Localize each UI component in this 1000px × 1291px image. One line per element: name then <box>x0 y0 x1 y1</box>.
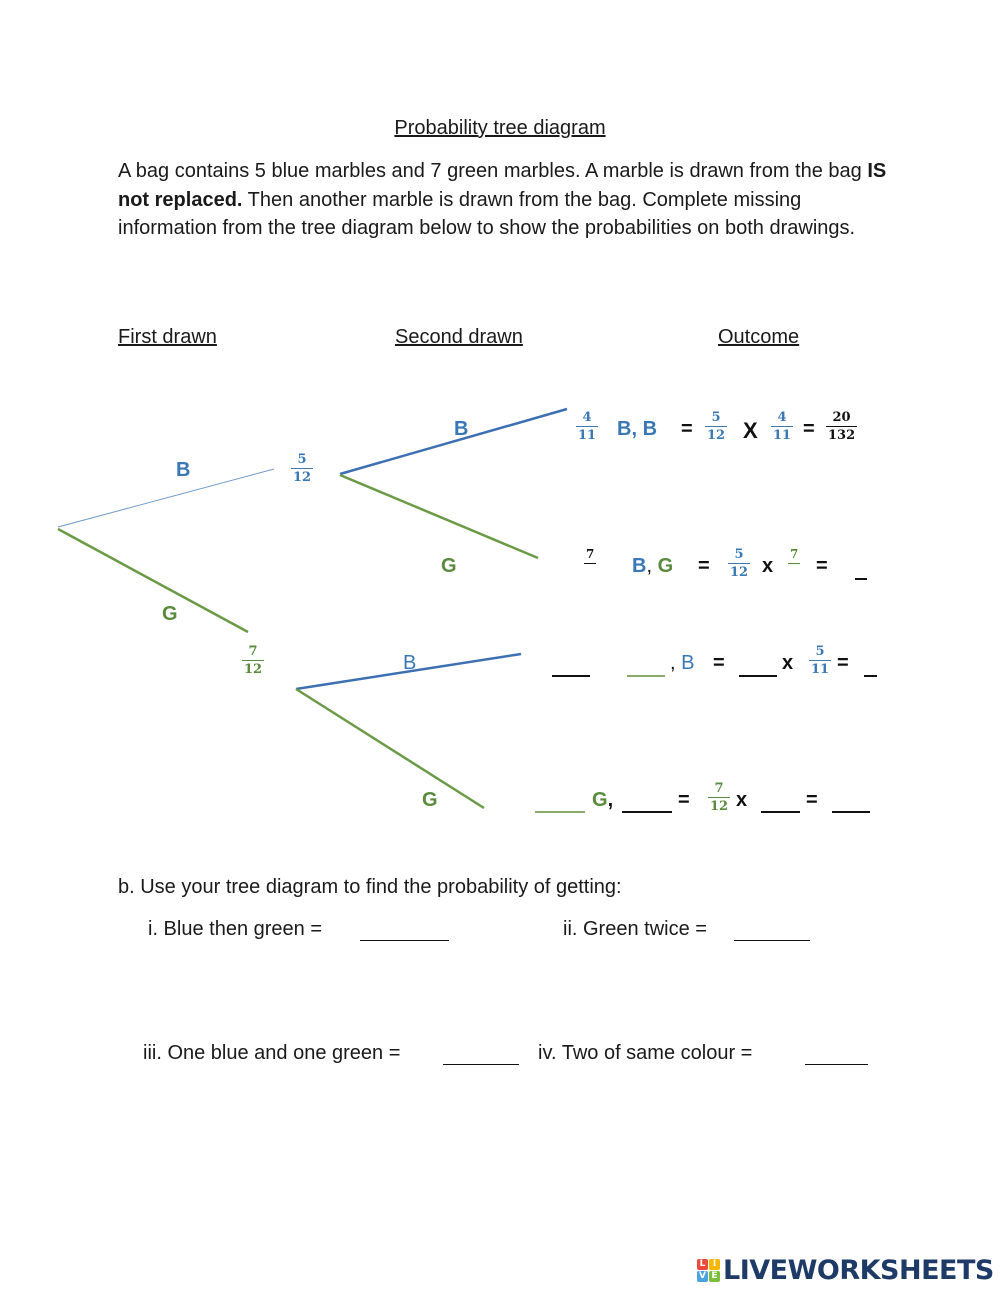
outcome-3-f1-blank[interactable] <box>739 675 777 677</box>
outcome-2-f2-num: 7 <box>788 547 800 564</box>
logo-tile: E <box>709 1271 720 1282</box>
prob-first-green-den: 12 <box>244 662 263 677</box>
outcome-1-result <box>826 410 857 443</box>
logo-tiles-icon <box>697 1259 720 1282</box>
outcome-2-result-blank[interactable] <box>855 578 867 580</box>
outcome-4-eq2: = <box>806 789 818 811</box>
question-i-answer[interactable] <box>360 940 449 941</box>
prob-blue-blue-den: 11 <box>578 428 597 443</box>
label-blue-green: G <box>441 555 457 577</box>
intro-part2: Then another marble is drawn from the bag. Complete missing information from the tree diagram below to show the probabilities on both drawings. <box>118 188 856 239</box>
outcome-1-eq: = <box>681 418 693 440</box>
outcome-2-pair <box>632 555 673 578</box>
outcome-3-eq: = <box>713 652 725 674</box>
question-iii-label: iii. One blue and one green = <box>143 1042 401 1064</box>
branch-first-green <box>58 529 248 632</box>
prob-blue-green-num: 7 <box>584 547 596 564</box>
logo-tile: V <box>697 1271 708 1282</box>
prob-first-blue <box>291 452 313 485</box>
label-green-blue: B <box>403 652 417 674</box>
outcome-3-b: B <box>681 652 695 674</box>
branch-first-blue <box>58 469 274 527</box>
outcome-1-result-num: 20 <box>832 410 851 425</box>
outcome-1-a: B <box>617 418 632 440</box>
outcome-1-f1-num: 5 <box>711 410 721 425</box>
intro-part1: A bag contains 5 blue marbles and 7 green marbles. A marble is drawn from the bag <box>118 160 868 182</box>
outcome-4-a <box>592 789 613 812</box>
label-green-green: G <box>422 789 438 811</box>
outcome-1-result-den: 132 <box>828 428 856 443</box>
header-first-drawn: First drawn <box>118 326 217 348</box>
outcome-2-eq: = <box>698 555 710 577</box>
header-second-drawn: Second drawn <box>395 326 523 348</box>
outcome-1-times: X <box>743 418 758 443</box>
outcome-4-result-blank[interactable] <box>832 811 870 813</box>
outcome-3-times: x <box>782 652 794 674</box>
outcome-2-f2[interactable] <box>788 547 800 564</box>
prob-blue-green[interactable] <box>584 547 596 564</box>
outcome-2-times: x <box>762 555 774 577</box>
question-i-label: i. Blue then green = <box>148 918 323 940</box>
logo-tile: L <box>697 1259 708 1270</box>
question-iii-answer[interactable] <box>443 1064 519 1065</box>
prob-blue-blue-num: 4 <box>582 410 592 425</box>
outcome-1-f1 <box>705 410 727 443</box>
branch-blue-green <box>340 475 538 558</box>
prob-first-blue-num: 5 <box>297 452 307 467</box>
outcome-3-f2-num: 5 <box>815 644 825 659</box>
outcome-2-a: B <box>632 555 647 577</box>
outcome-4-f1-num: 7 <box>714 781 724 796</box>
question-iv-answer[interactable] <box>805 1064 868 1065</box>
outcome-1-f2-num: 4 <box>777 410 787 425</box>
outcome-1-f1-den: 12 <box>707 428 726 443</box>
outcome-3-eq2: = <box>837 652 849 674</box>
outcome-2-b: G <box>657 555 674 577</box>
header-outcome: Outcome <box>718 326 800 348</box>
logo-text: LIVEWORKSHEETS <box>723 1255 994 1286</box>
outcome-2-f1-den: 12 <box>730 565 749 580</box>
question-ii-label: ii. Green twice = <box>563 918 707 940</box>
title-text: Probability tree diagram <box>394 117 606 139</box>
outcome-3-f2 <box>809 644 831 677</box>
prob-green-green-blank[interactable] <box>535 811 585 813</box>
outcome-1-b: B <box>642 418 658 440</box>
outcome-1-sep: , <box>631 418 638 440</box>
outcome-1-eq2: = <box>803 418 815 440</box>
outcome-4-a-text: G <box>592 789 608 811</box>
outcome-4-b-blank[interactable] <box>622 811 672 813</box>
outcome-4-sep: , <box>607 789 614 811</box>
prob-blue-blue <box>576 410 598 443</box>
outcome-3-f2-den: 11 <box>811 662 830 677</box>
label-first-blue: B <box>176 459 191 481</box>
prob-green-blue-blank[interactable] <box>552 675 590 677</box>
prob-first-blue-den: 12 <box>293 470 312 485</box>
label-blue-blue: B <box>454 418 469 440</box>
outcome-4-f1-den: 12 <box>710 799 729 814</box>
outcome-3-a-blank[interactable] <box>627 675 665 677</box>
part-b-prompt: b. Use your tree diagram to find the probability of getting: <box>118 876 622 898</box>
logo-tile: I <box>709 1259 720 1270</box>
prob-first-green-num: 7 <box>248 644 258 659</box>
outcome-3-result-blank[interactable] <box>864 675 877 677</box>
outcome-1-pair <box>617 418 657 441</box>
outcome-2-f1-num: 5 <box>734 547 744 562</box>
question-iv-label: iv. Two of same colour = <box>538 1042 753 1064</box>
question-ii-answer[interactable] <box>734 940 810 941</box>
liveworksheets-logo <box>697 1255 994 1286</box>
outcome-2-sep: , <box>646 555 653 577</box>
outcome-1-f2 <box>771 410 793 443</box>
outcome-3-sep: , <box>670 652 676 674</box>
outcome-2-eq2: = <box>816 555 828 577</box>
outcome-4-times: x <box>736 789 748 811</box>
outcome-3-pair <box>670 652 694 675</box>
prob-first-green <box>242 644 264 677</box>
outcome-2-f1 <box>728 547 750 580</box>
label-first-green: G <box>162 603 178 625</box>
outcome-1-f2-den: 11 <box>773 428 792 443</box>
outcome-4-f2-blank[interactable] <box>761 811 800 813</box>
intro-bold: IS not replaced. <box>118 160 887 211</box>
outcome-4-eq: = <box>678 789 690 811</box>
branch-green-green <box>296 689 484 808</box>
outcome-4-f1 <box>708 781 730 814</box>
